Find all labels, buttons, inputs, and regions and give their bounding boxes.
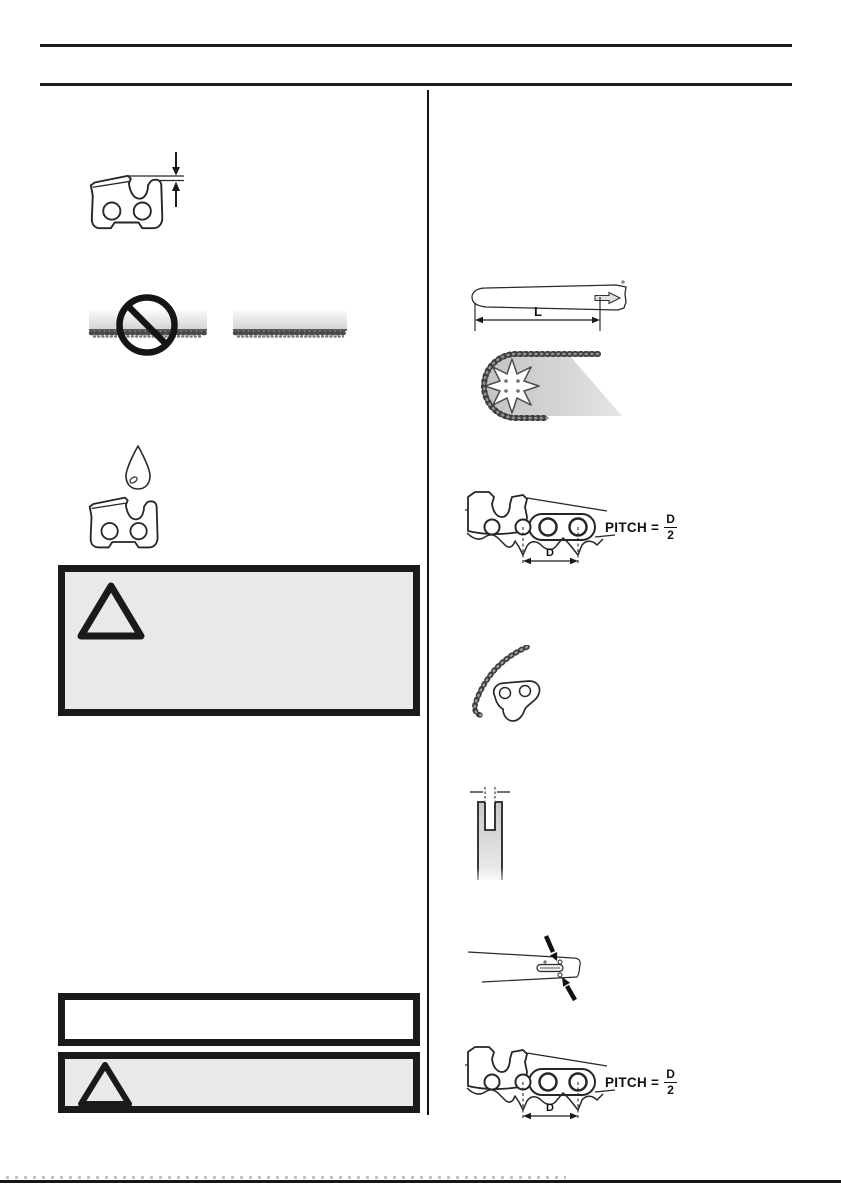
column-divider xyxy=(427,90,429,1115)
cutter-link-drawing xyxy=(90,498,158,548)
figure-bar-length xyxy=(468,277,633,335)
guide-bar-drawing xyxy=(472,280,626,310)
pointer-arrow-bottom xyxy=(562,977,575,1000)
figure-bar-tail xyxy=(462,930,647,1010)
pitch-formula-prefix: PITCH = xyxy=(605,519,660,535)
pitch-formula-prefix: PITCH = xyxy=(605,1074,660,1090)
pitch-fraction: $\frac{D}{2}$ xyxy=(666,512,676,542)
oil-drop-icon xyxy=(126,446,150,489)
bar-tail-drawing xyxy=(468,952,580,982)
pitch-formula xyxy=(605,1068,677,1096)
note-box xyxy=(58,993,420,1046)
pitch-distance-label: D xyxy=(546,547,554,559)
fade-out xyxy=(474,867,506,887)
cutter-link-drawing xyxy=(91,176,162,228)
figure-drive-link-count xyxy=(465,645,605,740)
warning-box-small xyxy=(58,1052,420,1113)
groove-slot xyxy=(485,802,495,830)
pitch-fraction: $\frac{D}{2}$ xyxy=(666,1067,676,1097)
footer-rule xyxy=(0,1180,841,1183)
gauge-ticks xyxy=(470,787,510,801)
warning-triangle-icon xyxy=(77,582,147,642)
figure-chain-pitch-lower xyxy=(465,1038,680,1130)
pitch-formula xyxy=(605,513,677,541)
header-rule-top xyxy=(40,44,792,47)
figure-chain-pitch-upper xyxy=(465,483,680,575)
drive-link-icon xyxy=(494,681,540,721)
figure-bar-wear xyxy=(85,280,350,358)
good-bar-drawing xyxy=(233,310,347,337)
bar-length-label: L xyxy=(534,304,542,319)
footer-text-remnant xyxy=(6,1176,566,1179)
pitch-distance-label: D xyxy=(546,1102,554,1114)
depth-gauge-arrows xyxy=(172,152,180,207)
header-rule-bottom xyxy=(40,83,792,86)
figure-nose-sprocket xyxy=(470,348,630,424)
warning-box-large xyxy=(58,565,420,716)
figure-chain-lubrication xyxy=(85,440,255,558)
figure-groove-gauge xyxy=(468,785,516,890)
figure-cutter-depth-gauge xyxy=(88,145,188,255)
warning-triangle-icon xyxy=(77,1062,133,1108)
